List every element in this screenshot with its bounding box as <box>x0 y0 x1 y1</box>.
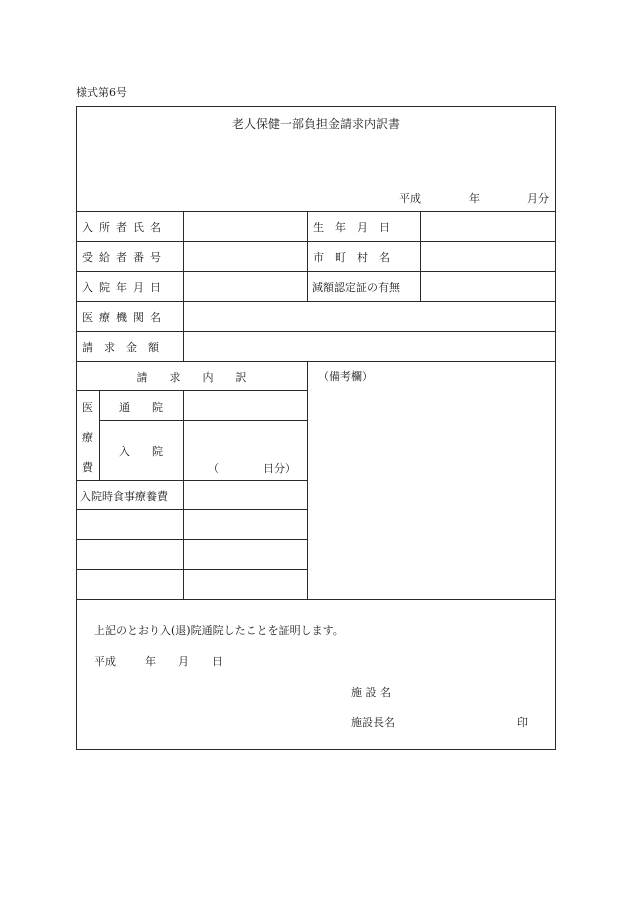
director-name-field[interactable] <box>400 710 510 730</box>
value-municipality[interactable] <box>421 242 555 271</box>
value-billed-amount[interactable] <box>184 332 555 361</box>
director-name-label: 施設長名 <box>351 716 395 729</box>
value-meal-cost[interactable] <box>184 481 307 509</box>
remarks-field[interactable] <box>308 385 555 598</box>
form-number: 様式第6号 <box>76 86 127 99</box>
medical-cost-char-1: 医 <box>82 401 93 414</box>
label-meal-cost: 入院時食事療養費 <box>80 490 168 503</box>
medical-cost-char-2: 療 <box>82 431 93 444</box>
label-admission-date: 入院年月日 <box>82 281 167 294</box>
cert-date-month: 月 <box>178 655 189 668</box>
value-admission-date[interactable] <box>184 272 307 301</box>
label-recipient-number: 受給者番号 <box>82 251 167 264</box>
period-year: 年 <box>469 192 480 205</box>
cert-date-year: 年 <box>145 655 156 668</box>
value-birth-date[interactable] <box>421 212 555 241</box>
divider <box>307 211 308 301</box>
value-medical-institution[interactable] <box>184 302 555 331</box>
certification-statement: 上記のとおり入(退)院通院したことを証明します。 <box>94 624 344 637</box>
value-recipient-number[interactable] <box>184 242 307 271</box>
form-title: 老人保健一部負担金請求内訳書 <box>231 117 400 131</box>
facility-name-field[interactable] <box>400 680 550 700</box>
seal-mark: 印 <box>517 716 528 729</box>
divider <box>76 361 556 362</box>
value-reduction-certificate[interactable] <box>421 272 555 301</box>
value-outpatient[interactable] <box>184 391 307 420</box>
label-outpatient: 通 院 <box>119 401 163 414</box>
blank-row[interactable] <box>77 540 306 569</box>
medical-cost-char-3: 費 <box>82 461 93 474</box>
label-municipality: 市 町 村 名 <box>313 251 390 264</box>
label-medical-institution: 医療機関名 <box>82 311 167 324</box>
inpatient-days-note: （ 日分） <box>208 462 296 475</box>
facility-name-label: 施 設 名 <box>351 686 391 699</box>
remarks-label: （備考欄） <box>318 370 373 383</box>
blank-row[interactable] <box>77 510 306 539</box>
label-reduction-certificate: 減額認定証の有無 <box>312 281 400 294</box>
value-resident-name[interactable] <box>184 212 307 241</box>
cert-date-day: 日 <box>212 655 223 668</box>
label-birth-date: 生 年 月 日 <box>313 221 390 234</box>
divider <box>76 599 556 600</box>
label-inpatient: 入 院 <box>119 445 163 458</box>
blank-row[interactable] <box>77 570 306 599</box>
label-billed-amount: 請 求 金 額 <box>82 341 159 354</box>
label-resident-name: 入所者氏名 <box>82 221 167 234</box>
breakdown-header: 請 求 内 訳 <box>136 371 247 384</box>
cert-date-era: 平成 <box>94 655 116 668</box>
period-era: 平成 <box>399 192 421 205</box>
period-month: 月分 <box>527 192 549 205</box>
